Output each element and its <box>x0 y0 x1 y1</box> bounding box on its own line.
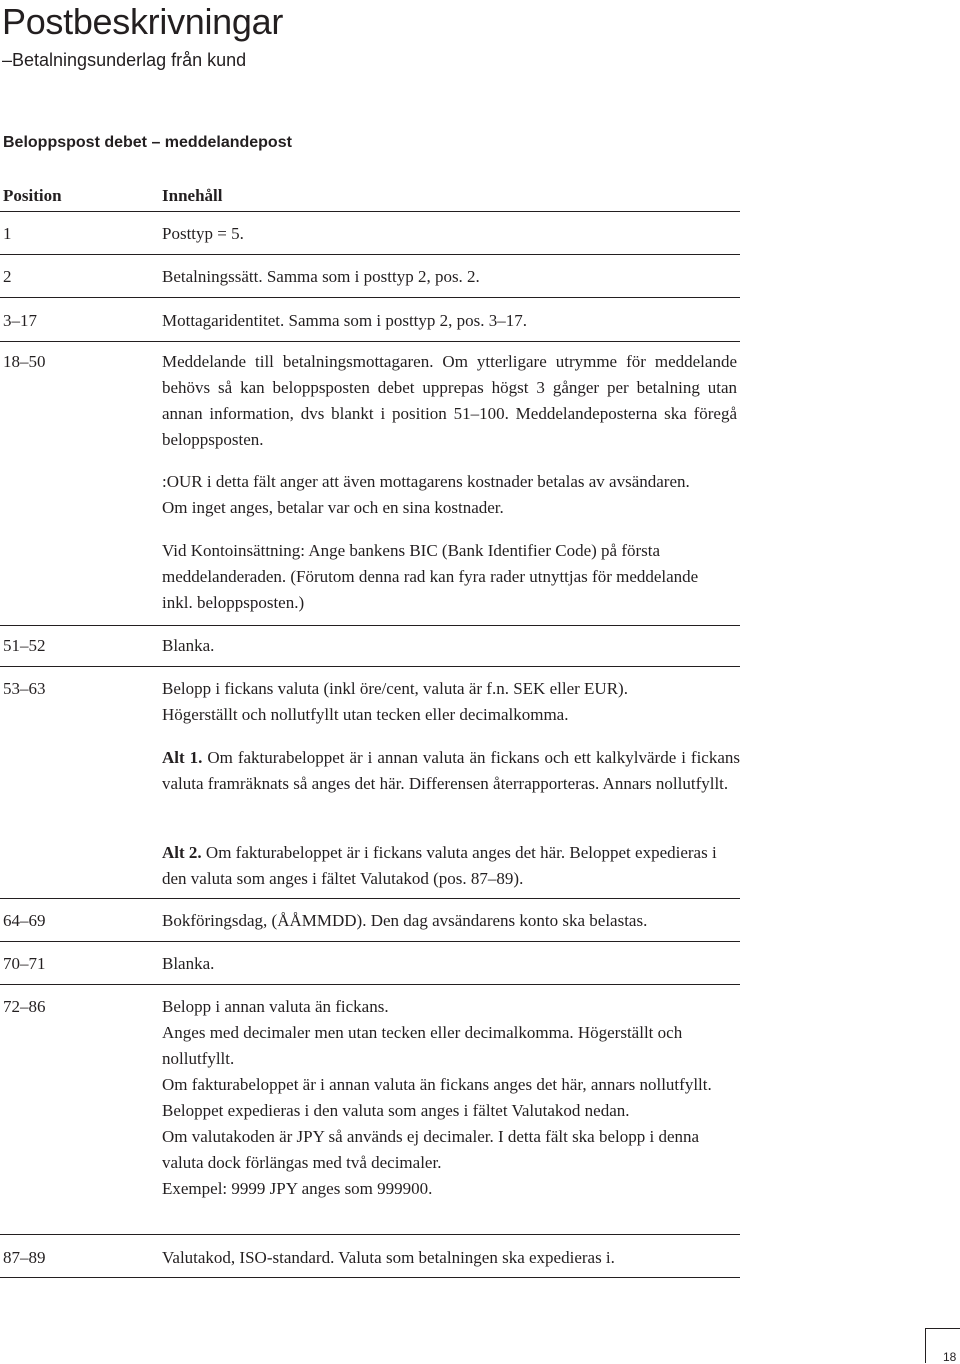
table-divider <box>0 625 740 626</box>
column-header-position: Position <box>3 186 62 205</box>
table-divider <box>0 1234 740 1235</box>
alternative-label: Alt 1. <box>162 748 203 767</box>
table-row-content: Blanka. <box>162 636 215 655</box>
table-row-position: 18–50 <box>3 352 46 371</box>
table-divider <box>0 341 740 342</box>
table-row-content: Meddelande till betalningsmottagaren. Om ytterligare utrymme för meddelande behövs så kan beloppsposten debet upprepas högst 3 gånger per betalning utan annan information, dvs blankt i position 51–100. Meddelandeposterna ska föregå beloppsposten. <box>162 352 737 449</box>
table-row-content: Vid Kontoinsättning: Ange bankens BIC (Bank Identifier Code) på första meddelanderaden. (Förutom denna rad kan fyra rader utnyttjas för meddelande inkl. beloppsposten.) <box>162 541 699 612</box>
section-heading: Beloppspost debet – meddelandepost <box>3 134 292 151</box>
table-row-content: Posttyp = 5. <box>162 224 244 243</box>
column-header-content: Innehåll <box>162 186 223 205</box>
table-row-content: Betalningssätt. Samma som i posttyp 2, pos. 2. <box>162 267 480 286</box>
table-row-content: Belopp i fickans valuta (inkl öre/cent, valuta är f.n. SEK eller EUR). Högerställt och nollutfyllt utan tecken eller decimalkomma. <box>162 679 628 724</box>
table-divider <box>0 297 740 298</box>
table-row-content: Mottagaridentitet. Samma som i posttyp 2, pos. 3–17. <box>162 311 528 330</box>
table-row-position: 1 <box>3 224 12 243</box>
alternative-label: Alt 2. <box>162 843 202 862</box>
table-row-position: 3–17 <box>3 311 37 330</box>
table-divider <box>0 898 740 899</box>
table-row-content: Alt 2. Om fakturabeloppet är i fickans valuta anges det här. Beloppet expedieras i den valuta som anges i fältet Valutakod (pos. 87–89). <box>162 843 717 888</box>
table-row-position: 70–71 <box>3 954 46 973</box>
table-row-content: Blanka. <box>162 954 215 973</box>
table-divider <box>0 1277 740 1278</box>
table-divider <box>0 984 740 985</box>
page-subtitle: –Betalningsunderlag från kund <box>2 50 247 70</box>
table-row-content: Bokföringsdag, (ÅÅMMDD). Den dag avsändarens konto ska belastas. <box>162 911 648 930</box>
table-divider <box>0 666 740 667</box>
table-row-position: 72–86 <box>3 997 46 1016</box>
page-title: Postbeskrivningar <box>2 1 284 42</box>
table-divider <box>0 941 740 942</box>
table-row-position: 2 <box>3 267 12 286</box>
page-corner-mark <box>925 1328 926 1363</box>
table-row-content: Belopp i annan valuta än fickans. Anges med decimaler men utan tecken eller decimalkomma. Högerställt och nollutfyllt. Om fakturabeloppet är i annan valuta än fickans anges det här, annars nollutfyllt. Beloppet expedieras i den valuta som anges i fältet Valutakod nedan. Om valutakoden är JPY så används ej decimaler. I detta fält ska belopp i denna valuta dock förlängas med två decimaler. Exempel: 9999 JPY anges som 999900. <box>162 997 712 1198</box>
table-row-position: 87–89 <box>3 1248 46 1267</box>
table-row-content: Valutakod, ISO-standard. Valuta som betalningen ska expedieras i. <box>162 1248 615 1267</box>
table-row-content: Alt 1. Om fakturabeloppet är i annan valuta än fickans och ett kalkylvärde i fickans valuta framräknats så anges det här. Differensen återrapporteras. Annars nollutfyllt. <box>162 748 741 793</box>
page-corner-mark <box>925 1328 960 1329</box>
table-row-position: 51–52 <box>3 636 46 655</box>
table-row-position: 53–63 <box>3 679 46 698</box>
page-number: 18 <box>943 1350 957 1364</box>
table-row-content: :OUR i detta fält anger att även mottagarens kostnader betalas av avsändaren. Om inget anges, betalar var och en sina kostnader. <box>162 472 690 517</box>
table-divider <box>0 211 740 212</box>
table-divider <box>0 254 740 255</box>
table-row-position: 64–69 <box>3 911 46 930</box>
